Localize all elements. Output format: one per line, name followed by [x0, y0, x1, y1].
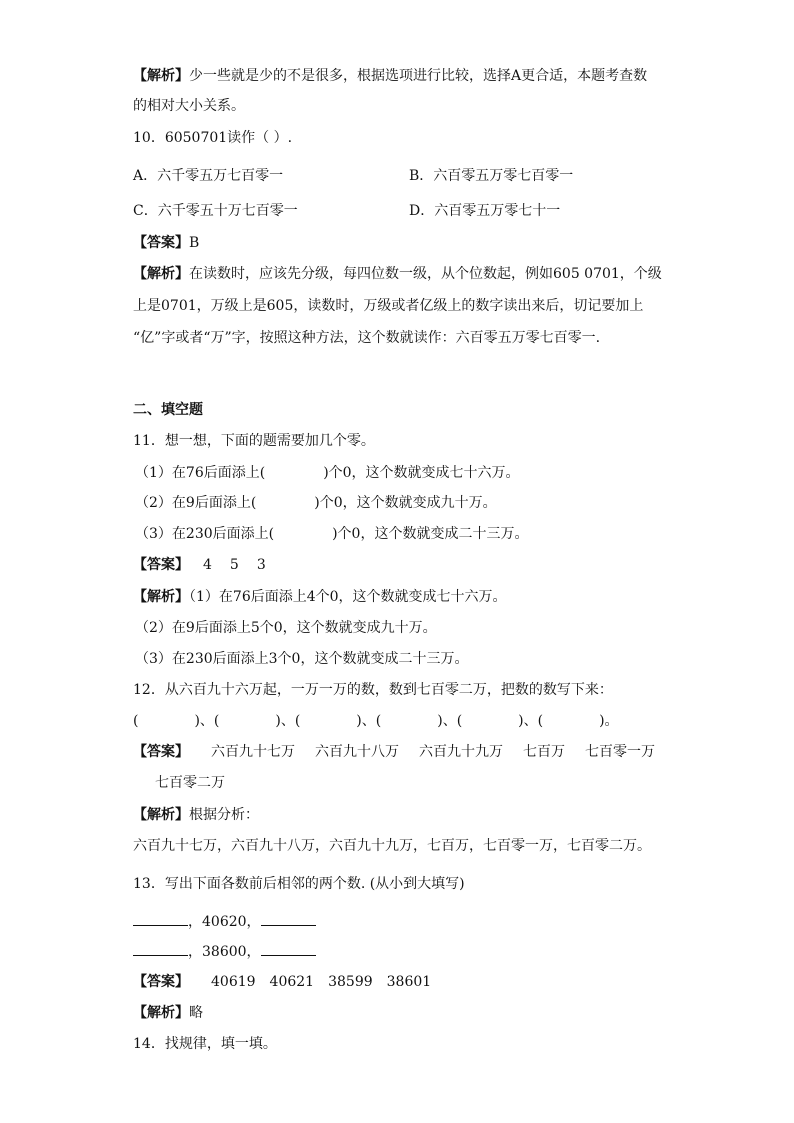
blank-line[interactable]: [261, 941, 316, 956]
item-pre: （3）在230后面添上(: [135, 526, 275, 542]
answer-3: 六百九十九万: [419, 744, 503, 760]
comma: ，: [246, 944, 261, 960]
analysis-tag: 【解析】: [133, 589, 189, 605]
blank-line[interactable]: [133, 941, 188, 956]
answer-2: 5: [229, 557, 239, 573]
analysis-text: 略: [189, 1005, 203, 1021]
analysis-text: 在读数时，应该先分级，每四位数一级，从个位数起，例如605 0701，个级: [189, 266, 662, 282]
analysis-tag: 【解析】: [133, 266, 189, 282]
analysis-tag: 【解析】: [133, 68, 189, 84]
q13-row-1: [133, 911, 316, 932]
answer-4: 38601: [386, 974, 432, 990]
q14-stem: 14．找规律，填一填。: [133, 1036, 277, 1052]
answer-4: 七百万: [523, 744, 565, 760]
q13-stem: 13．写出下面各数前后相邻的两个数. (从小到大填写): [133, 876, 465, 892]
answer-1: 4: [203, 557, 212, 573]
answer-text: B: [189, 235, 200, 251]
given-number: 38600: [202, 944, 247, 960]
q12-stem: 12．从六百九十六万起，一万一万的数，数到七百零二万，把数的数写下来：: [133, 682, 613, 698]
answer-5: 七百零一万: [585, 744, 655, 760]
section-title: 二、填空题: [133, 402, 203, 418]
q10-answer: [133, 233, 199, 253]
comma: ，: [188, 914, 202, 930]
answer-tag: 【答案】: [133, 557, 189, 573]
comma: ，: [188, 944, 202, 960]
analysis-tag: 【解析】: [133, 1005, 189, 1021]
q11-item-3: [135, 524, 528, 544]
item-post: )个0，这个数就变成九十万。: [314, 495, 497, 511]
q11-stem: 11．想一想，下面的题需要加几个零。: [133, 433, 375, 449]
q12-blanks: ( )、( )、( )、( )、( )、( )。: [133, 713, 619, 729]
analysis-text: 根据分析：: [189, 807, 259, 823]
q10-analysis-line2: 上是0701，万级上是605，读数时，万级或者亿级上的数字读出来后，切记要加上: [133, 298, 644, 314]
q10-analysis-line1: [133, 264, 662, 284]
q11-answer: [133, 555, 266, 575]
q13-row-2: [133, 941, 316, 962]
q11-item-2: [135, 493, 497, 513]
q9-analysis-line2: 的相对大小关系。: [133, 98, 245, 114]
answer-3: 3: [256, 557, 266, 573]
q12-answer-wrap: 七百零二万: [155, 775, 225, 791]
answer-2: 六百九十八万: [315, 744, 399, 760]
blank-line[interactable]: [133, 911, 188, 926]
q10-option-a: A．六千零五万七百零一: [133, 168, 284, 184]
given-number: 40620: [202, 914, 247, 930]
q10-option-d: D．六百零五万零七十一: [409, 203, 561, 219]
q10-option-b: B．六百零五万零七百零一: [409, 168, 574, 184]
comma: ，: [246, 914, 261, 930]
item-pre: （1）在76后面添上(: [135, 465, 266, 481]
analysis-text: （1）在76后面添上4个0，这个数就变成七十六万。: [189, 589, 507, 605]
q12-answer: [133, 742, 655, 762]
answer-1: 40619: [211, 974, 256, 990]
q11-analysis-line2: （2）在9后面添上5个0，这个数就变成九十万。: [135, 620, 437, 636]
q11-analysis-line3: （3）在230后面添上3个0，这个数就变成二十三万。: [135, 651, 469, 667]
answer-tag: 【答案】: [133, 974, 189, 990]
q11-item-1: [135, 463, 520, 483]
analysis-text: 少一些就是少的不是很多，根据选项进行比较，选择A更合适，本题考查数: [189, 68, 648, 84]
q12-analysis-head: [133, 805, 259, 825]
q13-answer: [133, 972, 431, 992]
q12-analysis-body: 六百九十七万，六百九十八万，六百九十九万，七百万，七百零一万，七百零二万。: [133, 838, 651, 854]
answer-1: 六百九十七万: [211, 744, 295, 760]
q13-analysis: [133, 1003, 203, 1023]
answer-3: 38599: [328, 974, 373, 990]
q11-analysis-line1: [133, 587, 507, 607]
blank-line[interactable]: [261, 911, 316, 926]
item-pre: （2）在9后面添上(: [135, 495, 257, 511]
q10-option-c: C．六千零五十万七百零一: [133, 203, 298, 219]
item-post: )个0，这个数就变成七十六万。: [323, 465, 520, 481]
q10-analysis-line3: “亿”字或者“万”字，按照这种方法，这个数就读作：六百零五万零七百零一.: [133, 330, 601, 346]
q10-stem: 10．6050701读作（ ）.: [133, 130, 293, 146]
item-post: )个0，这个数就变成二十三万。: [332, 526, 529, 542]
q9-analysis-line1: [133, 66, 647, 86]
analysis-tag: 【解析】: [133, 807, 189, 823]
answer-tag: 【答案】: [133, 744, 189, 760]
answer-tag: 【答案】: [133, 235, 189, 251]
answer-2: 40621: [269, 974, 315, 990]
